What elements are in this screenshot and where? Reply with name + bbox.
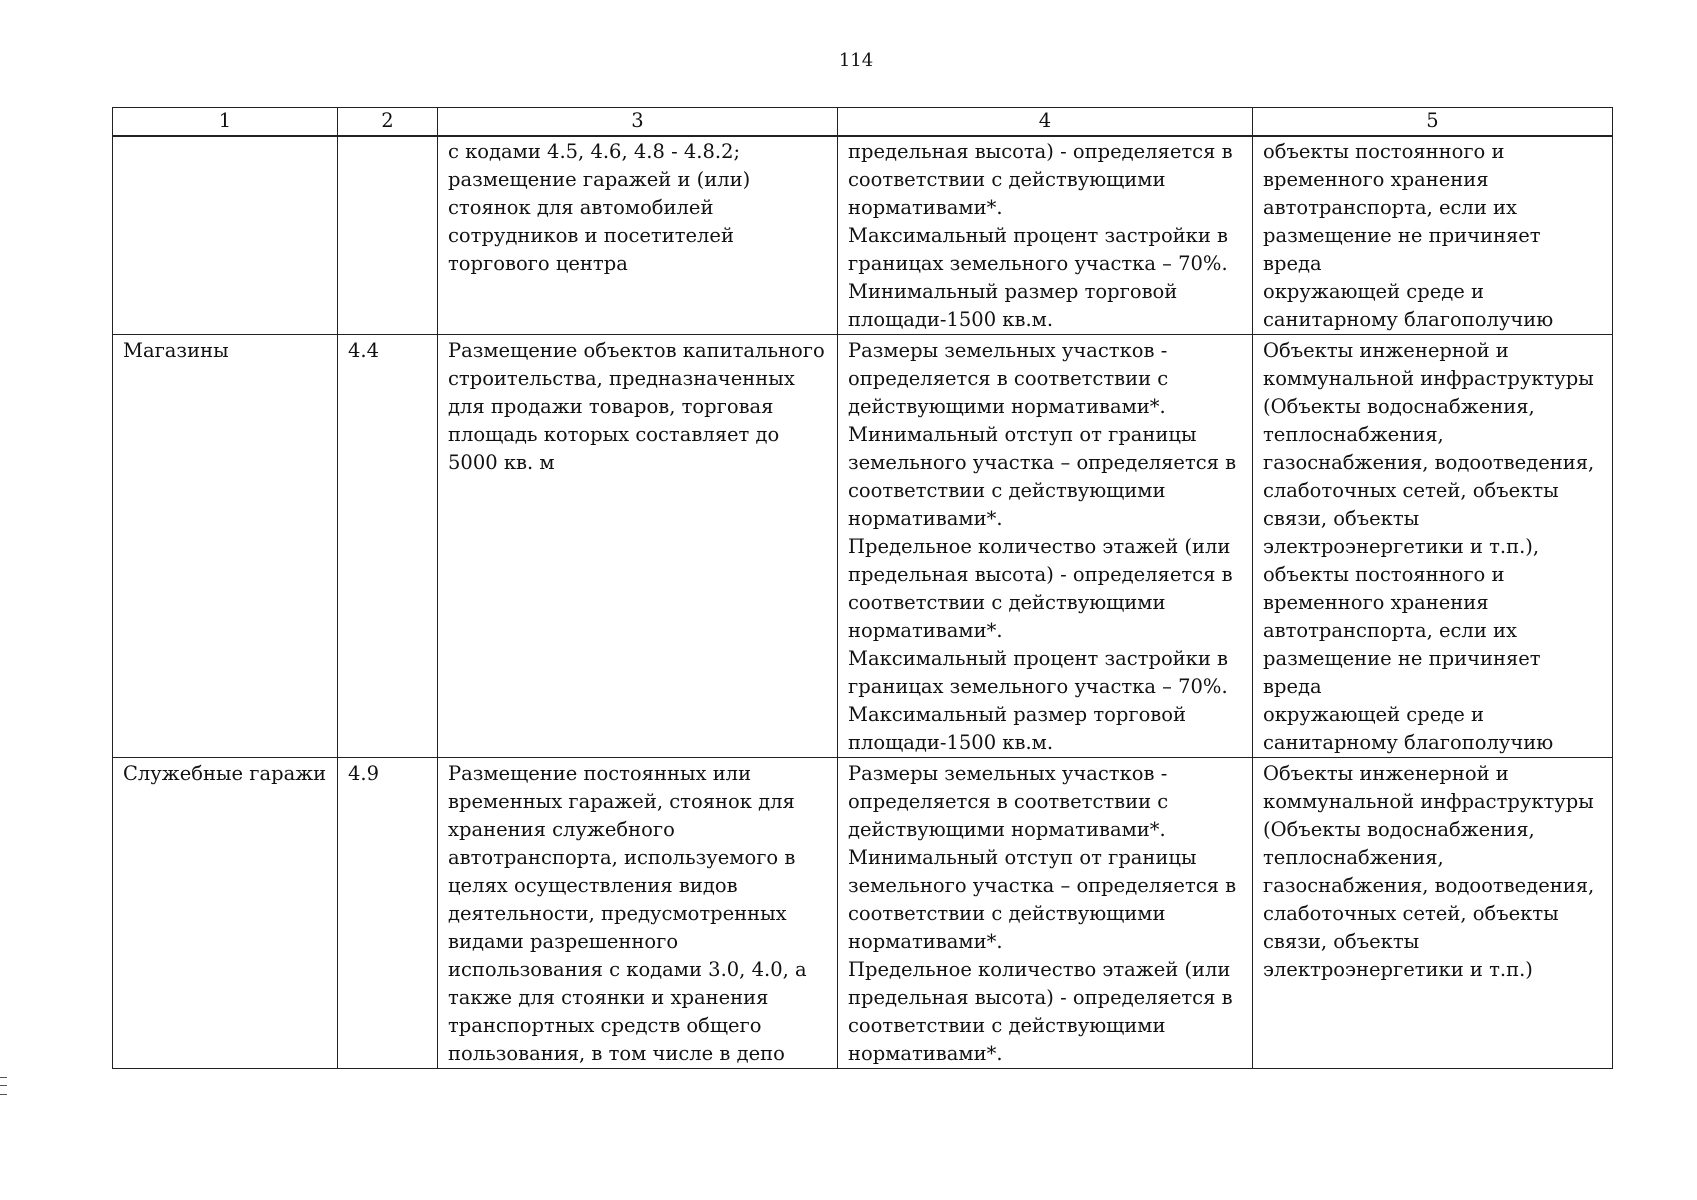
use-code-cell: 4.9 [338,758,438,1069]
scan-margin-mark [0,1077,7,1095]
use-name-cell [113,136,338,335]
column-header-4: 4 [838,108,1253,137]
table-row [113,335,1613,758]
parameters-cell: предельная высота) - определяется в соответствии с действующими нормативами*. Максимальный процент застройки в границах земельного участка – 70%. Минимальный размер торговой площади-1500 кв.м. [838,136,1253,335]
auxiliary-uses-cell: Объекты инженерной и коммунальной инфраструктуры (Объекты водоснабжения, теплоснабжения, газоснабжения, водоотведения, слаботочных сетей, объекты связи, объекты электроэнергетики и т.п.), объекты постоянного и временного хранения автотранспорта, если их размещение не причиняет вреда окружающей среде и санитарному благополучию [1253,335,1613,758]
use-description-cell: с кодами 4.5, 4.6, 4.8 - 4.8.2; размещение гаражей и (или) стоянок для автомобилей сотрудников и посетителей торгового центра [438,136,838,335]
column-header-3: 3 [438,108,838,137]
table-row [113,136,1613,335]
table-header-row [113,108,1613,137]
page-number: 114 [838,50,874,71]
auxiliary-uses-cell: Объекты инженерной и коммунальной инфраструктуры (Объекты водоснабжения, теплоснабжения, газоснабжения, водоотведения, слаботочных сетей, объекты связи, объекты электроэнергетики и т.п.) [1253,758,1613,1069]
use-description-cell: Размещение постоянных или временных гаражей, стоянок для хранения служебного автотранспорта, используемого в целях осуществления видов деятельности, предусмотренных видами разрешенного использования с кодами 3.0, 4.0, а также для стоянки и хранения транспортных средств общего пользования, в том числе в депо [438,758,838,1069]
column-header-5: 5 [1253,108,1613,137]
zoning-table [112,107,1613,1069]
use-code-cell [338,136,438,335]
parameters-cell: Размеры земельных участков - определяется в соответствии с действующими нормативами*. Минимальный отступ от границы земельного участка – определяется в соответствии с действующими нормативами*. Предельное количество этажей (или предельная высота) - определяется в соответствии с действующими нормативами*. Максимальный процент застройки в границах земельного участка – 70%. Максимальный размер торговой площади-1500 кв.м. [838,335,1253,758]
use-name-cell: Магазины [113,335,338,758]
table-row [113,758,1613,1069]
use-description-cell: Размещение объектов капитального строительства, предназначенных для продажи товаров, торговая площадь которых составляет до 5000 кв. м [438,335,838,758]
column-header-1: 1 [113,108,338,137]
use-code-cell: 4.4 [338,335,438,758]
use-name-cell: Служебные гаражи [113,758,338,1069]
parameters-cell: Размеры земельных участков - определяется в соответствии с действующими нормативами*. Минимальный отступ от границы земельного участка – определяется в соответствии с действующими нормативами*. Предельное количество этажей (или предельная высота) - определяется в соответствии с действующими нормативами*. [838,758,1253,1069]
column-header-2: 2 [338,108,438,137]
auxiliary-uses-cell: объекты постоянного и временного хранения автотранспорта, если их размещение не причиняет вреда окружающей среде и санитарному благополучию [1253,136,1613,335]
